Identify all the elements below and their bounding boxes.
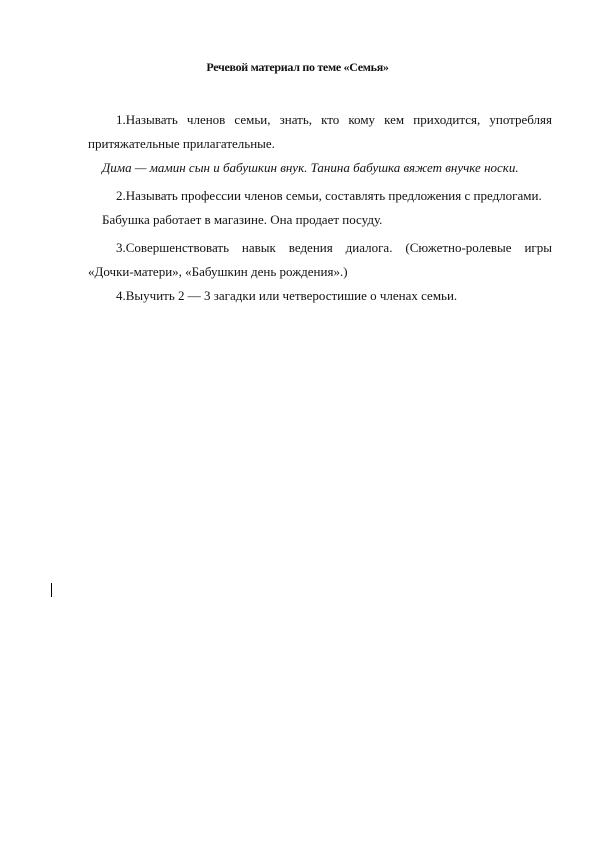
list-item-3 [88, 236, 552, 284]
item-text: Выучить 2 — 3 загадки или четверостишие о членах семьи. [125, 288, 458, 303]
item-number: 4. [116, 288, 126, 303]
item-text: Совершенствовать навык ведения диалога. (Сюжетно-ролевые игры «Дочки-матери», «Бабушкин день рождения».) [88, 240, 552, 279]
item-number: 3. [116, 240, 126, 255]
content-body [88, 108, 552, 308]
example-text-1: Дима — мамин сын и бабушкин внук. Танина бабушка вяжет внучке носки. [102, 160, 519, 175]
item-number: 2. [116, 188, 126, 203]
text-cursor [51, 583, 52, 597]
list-item-4 [88, 284, 552, 308]
example-text-2: Бабушка работает в магазине. Она продает посуду. [102, 212, 383, 227]
item-text: Называть членов семьи, знать, кто кому кем приходится, употребляя притяжательные прилагательные. [88, 112, 552, 151]
page-title: Речевой материал по теме «Семья» [206, 60, 389, 74]
list-item-1 [88, 108, 552, 156]
item-text: Называть профессии членов семьи, составлять предложения с предлогами. [125, 188, 542, 203]
item-number: 1. [116, 112, 126, 127]
list-item-2 [88, 184, 552, 208]
